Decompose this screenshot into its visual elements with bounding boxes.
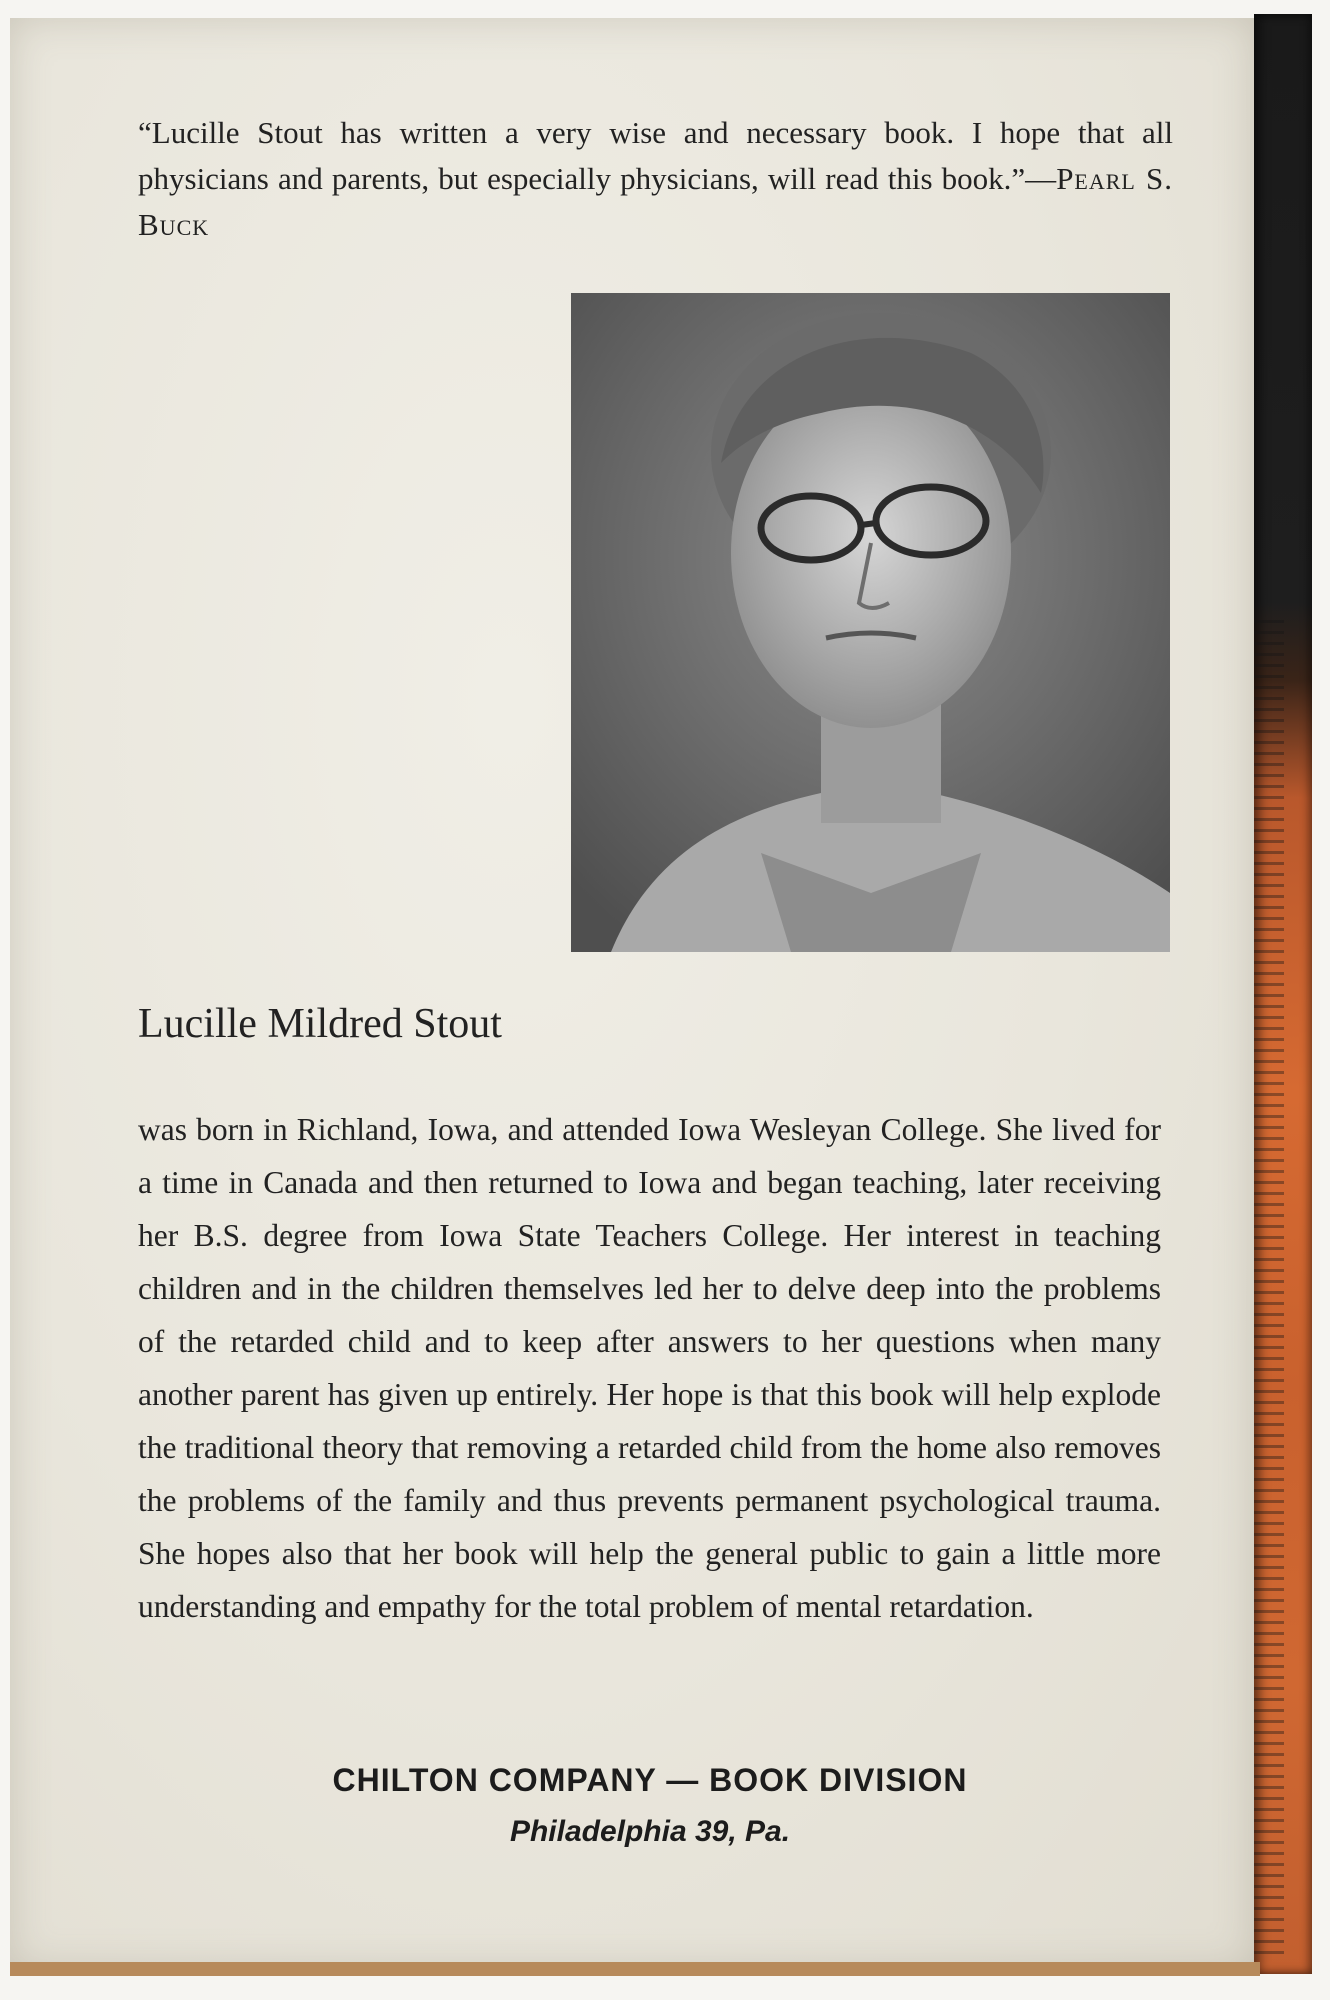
author-portrait-photo (571, 293, 1170, 952)
spine-wear (1254, 620, 1284, 1960)
publisher-name: CHILTON COMPANY — BOOK DIVISION (332, 1762, 968, 1798)
quote-attribution: Pearl S. Buck (138, 161, 1173, 242)
author-bio: was born in Richland, Iowa, and attended Iowa Wesleyan College. She lived for a time in Canada and then returned to Iowa and began teaching, later receiving her B.S. degree from Iowa State Teachers College. Her interest in teaching children and in the children themselves led her to delve deep into the problems of the retarded child and to keep after answers to her questions when many another parent has given up entirely. Her hope is that this book will help explode the traditional theory that removing a retarded child from the home also removes the problems of the family and thus prevents permanent psychological trauma. She hopes also that her book will help the general public to gain a little more understanding and empathy for the total problem of mental retardation. (138, 1112, 1161, 1624)
author-name: Lucille Mildred Stout (138, 1001, 502, 1047)
bottom-edge (10, 1962, 1260, 1976)
quote-text: “Lucille Stout has written a very wise and necessary book. I hope that all physicians and parents, but especially physicians, will read this book.”— (138, 115, 1173, 196)
publisher-city: Philadelphia 39, Pa. (509, 1815, 791, 1848)
portrait-icon (571, 293, 1170, 952)
endorsement-quote (138, 110, 1173, 248)
